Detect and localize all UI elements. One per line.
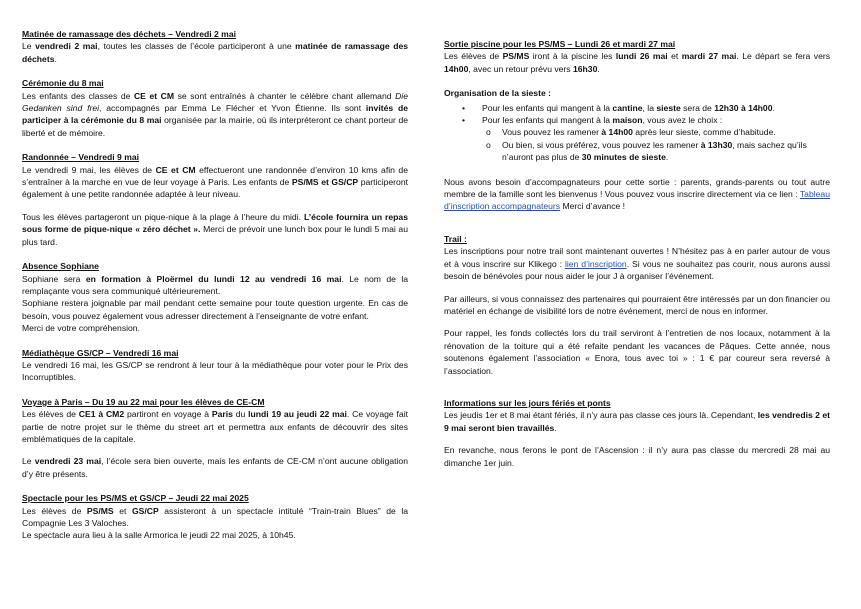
list-item: o Vous pouvez les ramener à 14h00 après leur sieste, comme d’habitude. — [486, 127, 776, 138]
bullet-icon: • — [462, 115, 466, 126]
section-piscine — [444, 38, 830, 75]
section-ceremonie — [22, 77, 408, 139]
bullet-icon: • — [462, 102, 466, 113]
section-text: Par ailleurs, si vous connaissez des partenaires qui pourraient être intéressés par un don financier ou matériel en échange de visibilité lors de notre événement, merci de nous en informer. — [444, 293, 830, 316]
section-heading: Absence Sophiane — [22, 261, 99, 272]
section-heading: Informations sur les jours fériés et ponts — [444, 397, 611, 408]
section-voyage — [22, 396, 408, 480]
section-heading: Médiathèque GS/CP – Vendredi 16 mai — [22, 347, 179, 358]
section-text: Nous avons besoin d’accompagnateurs pour cette sortie : parents, grands-parents ou tout autre membre de la famille sont les bienvenus ! Vous pouvez vous inscrire directement via ce lien : Tableau d’inscription accompagnateurs Merci d’avance ! — [444, 176, 830, 212]
section-text: Les jeudis 1er et 8 mai étant fériés, il n’y aura pas classe ces jours là. Cependant, les vendredis 2 et 9 mai seront bien travaillés. — [444, 410, 830, 433]
section-text: Les élèves de PS/MS et GS/CP assisteront à un spectacle intitulé “Train-train Blues” de la Compagnie Les 3 Valoches. — [22, 505, 409, 528]
list-item: o Ou bien, si vous préférez, vous pouvez les ramener à 13h30, mais sachez qu’ils n’auront pas plus de 30 minutes de sieste. — [486, 139, 807, 163]
section-ramassage — [22, 28, 408, 65]
section-text: En revanche, nous ferons le pont de l’Ascension : il n’y aura pas classe du mercredi 28 mai au dimanche 1er juin. — [444, 445, 830, 468]
section-heading: Randonnée – Vendredi 9 mai — [22, 152, 140, 163]
section-heading: Voyage à Paris – Du 19 au 22 mai pour les élèves de CE-CM — [22, 396, 265, 407]
section-spectacle — [22, 492, 408, 542]
right-column — [444, 38, 830, 481]
section-text: Les enfants des classes de CE et CM se sont entraînés à chanter le célèbre chant allemand Die Gedanken sind frei, accompagnés par Emma Le Flécher et Yvon Étienne. Ils sont invités de participer à la cérémonie du 8 mai organisée par la mairie, où ils interpréteront ce chant porteur de liberté et de mémoire. — [22, 90, 409, 138]
section-heading: Spectacle pour les PS/MS et GS/CP – Jeudi 22 mai 2025 — [22, 493, 249, 504]
section-text: Le vendredi 2 mai, toutes les classes de l’école participeront à une matinée de ramassage des déchets. — [22, 41, 409, 64]
section-heading: Sortie piscine pour les PS/MS – Lundi 26 et mardi 27 mai — [444, 39, 676, 49]
section-feries — [444, 397, 830, 469]
section-text: Les inscriptions pour notre trail sont maintenant ouvertes ! N’hésitez pas à en parler autour de vous et à vous inscrire sur Klikego : lien d’inscription. Si vous ne souhaitez pas courir, nous aurons aussi besoin de bénévoles pour nous aider le jour J à organiser l’événement. — [444, 246, 830, 282]
section-text: Les élèves de CE1 à CM2 partiront en voyage à Paris du lundi 19 au jeudi 22 mai. Ce voyage fait partie de notre projet sur le thème du street art et permettra aux enfants de découvrir des sites emblématiques de la capitale. — [22, 409, 408, 444]
section-heading: Trail : — [444, 233, 467, 244]
sieste-list — [444, 102, 830, 127]
section-text: Le vendredi 23 mai, l’école sera bien ouverte, mais les enfants de CE-CM n’ont aucune obligation d’y être présents. — [22, 456, 408, 479]
section-sieste — [444, 87, 830, 213]
section-heading: Matinée de ramassage des déchets – Vendredi 2 mai — [22, 29, 236, 39]
section-text: Le vendredi 9 mai, les élèves de CE et CM effectueront une randonnée d’environ 10 kms afin de s’entraîner à la marche en vue de leur voyage à Paris. Les enfants de PS/MS et GS/CP participeront également à une petite randonnée adaptée à leur niveau. — [22, 164, 408, 200]
section-mediatheque — [22, 347, 408, 384]
section-trail — [444, 233, 830, 377]
section-text: Pour rappel, les fonds collectés lors du trail serviront à l’entretien de nos locaux, notamment à la rénovation de la toiture qui a été refaite pendant les vacances de Pâques. Cette année, nous soutenons également l’association « Enora, tous avec toi » : 1 € par coureur sera reversé à l’association. — [444, 328, 830, 376]
inscription-link[interactable]: lien d’inscription — [564, 258, 627, 269]
section-text: Le spectacle aura lieu à la salle Armorica le jeudi 22 mai 2025, à 10h45. — [22, 530, 296, 541]
section-absence — [22, 260, 408, 334]
section-heading: Cérémonie du 8 mai — [22, 78, 104, 89]
section-text: Sophiane sera en formation à Ploërmel du lundi 12 au vendredi 16 mai. Le nom de la remplaçante vous sera communiqué ultérieurement. — [22, 273, 409, 296]
circle-bullet-icon: o — [486, 139, 491, 150]
sieste-sublist — [444, 126, 830, 163]
accompagnateurs-link[interactable]: Tableau d’inscription accompagnateurs — [444, 189, 830, 212]
section-text: Merci de votre compréhension. — [22, 323, 140, 334]
list-item: • Pour les enfants qui mangent à la cantine, la sieste sera de 12h30 à 14h00. — [462, 102, 775, 113]
circle-bullet-icon: o — [486, 127, 491, 138]
list-item: • Pour les enfants qui mangent à la maison, vous avez le choix : — [462, 115, 723, 126]
section-text: Les élèves de PS/MS iront à la piscine les lundi 26 mai et mardi 27 mai. Le départ se fera vers 14h00, avec un retour prévu vers 16h30. — [444, 51, 831, 74]
left-column — [22, 28, 408, 554]
section-text: Sophiane restera joignable par mail pendant cette semaine pour toute question urgente. En cas de besoin, vous pouvez également vous adresser directement à l’enseignante de votre enfant. — [22, 298, 408, 321]
section-text: Le vendredi 16 mai, les GS/CP se rendront à leur tour à la médiathèque pour voter pour le Prix des Incorruptibles. — [22, 359, 408, 383]
section-heading: Organisation de la sieste : — [444, 88, 551, 99]
section-randonnee — [22, 151, 408, 248]
section-text: Tous les élèves partageront un pique-nique à la plage à l’heure du midi. L’école fournira un repas sous forme de pique-nique « zéro déchet ». Merci de prévoir une lunch box pour le lundi 5 mai au plus tard. — [22, 211, 408, 247]
